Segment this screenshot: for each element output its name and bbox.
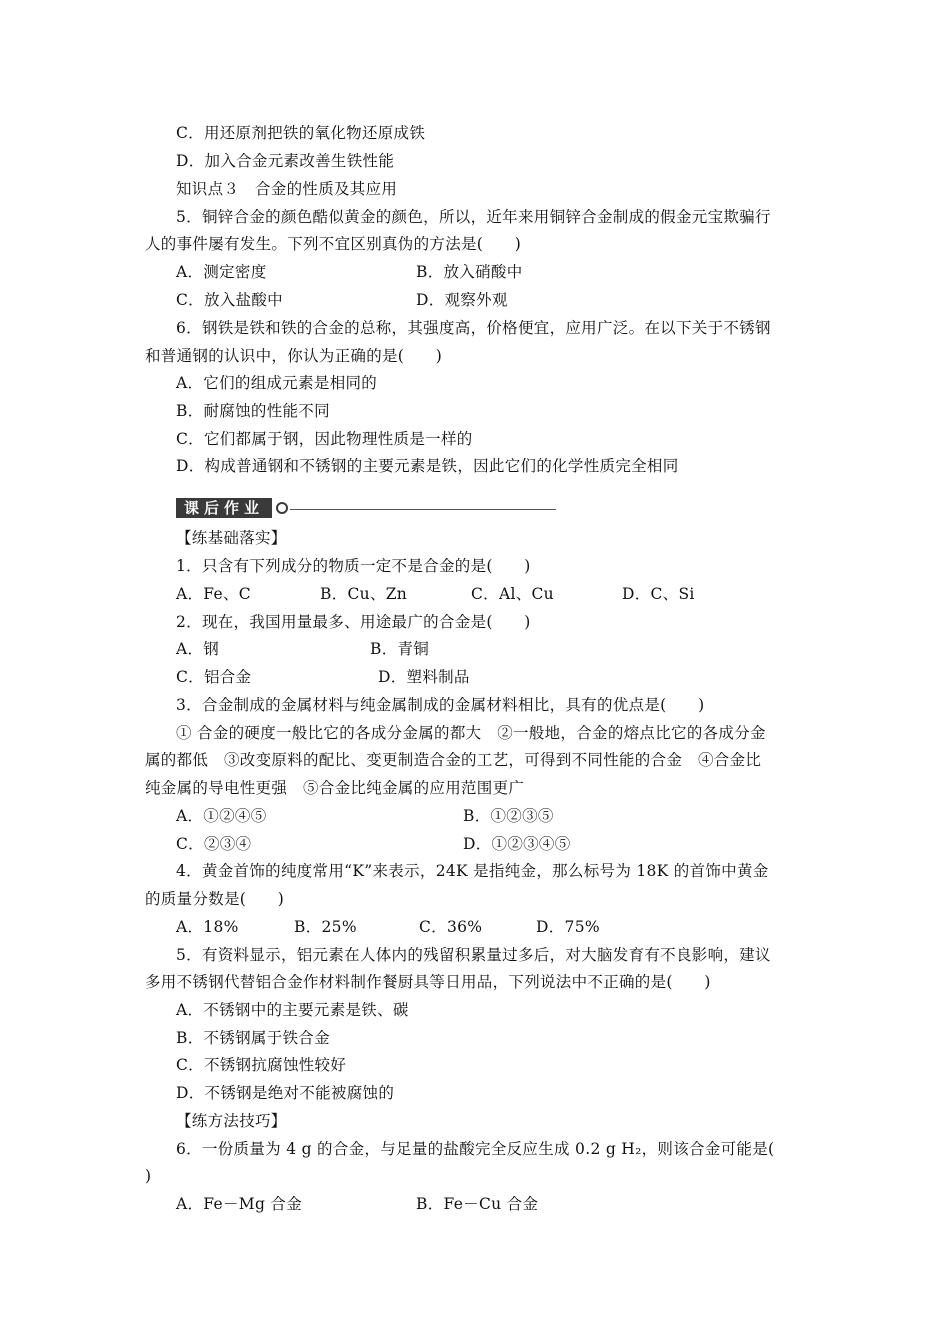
hw1-option-c: C．Al、Cu <box>471 585 554 603</box>
hw5-option-a: A．不锈钢中的主要元素是铁、碳 <box>176 1001 409 1019</box>
hw3-statement-line-2: 属的都低 ③改变原料的配比、变更制造合金的工艺，可得到不同性能的合金 ④合金比 <box>145 751 762 769</box>
hw-question-6-line-2: ) <box>145 1167 152 1185</box>
hw-question-5-line-2: 多用不锈钢代替铝合金作材料制作餐厨具等日用品，下列说法中不正确的是( ) <box>145 973 711 991</box>
q5-option-b: B．放入硝酸中 <box>416 263 523 281</box>
hw1-option-d: D．C、Si <box>622 585 695 603</box>
hw3-option-d: D．①②③④⑤ <box>463 835 571 853</box>
hw2-option-b: B．青铜 <box>370 640 430 658</box>
hw3-option-c: C．②③④ <box>176 835 252 853</box>
question-5-line-1: 5．铜锌合金的颜色酷似黄金的颜色，所以，近年来用铜锌合金制成的假金元宝欺骗行 <box>176 208 771 226</box>
hw4-option-d: D．75% <box>536 918 600 936</box>
option-d: D．加入合金元素改善生铁性能 <box>176 152 395 170</box>
hw6-option-a: A．Fe－Mg 合金 <box>176 1195 302 1213</box>
section-title: 知识点３ 合金的性质及其应用 <box>176 180 398 198</box>
hw5-option-b: B．不锈钢属于铁合金 <box>176 1029 330 1047</box>
hw-question-2: 2．现在，我国用量最多、用途最广的合金是( ) <box>176 613 531 631</box>
hw4-option-a: A．18% <box>176 918 239 936</box>
q6-option-c: C．它们都属于钢，因此物理性质是一样的 <box>176 430 473 448</box>
question-6-line-2: 和普通钢的认识中，你认为正确的是( ) <box>145 347 443 365</box>
subsection-method: 【练方法技巧】 <box>176 1112 287 1130</box>
hw2-option-d: D．塑料制品 <box>378 668 470 686</box>
q6-option-b: B．耐腐蚀的性能不同 <box>176 402 330 420</box>
hw6-option-b: B．Fe－Cu 合金 <box>416 1195 539 1213</box>
hw-question-1: 1．只含有下列成分的物质一定不是合金的是( ) <box>176 557 531 575</box>
q5-option-d: D．观察外观 <box>416 291 508 309</box>
hw1-option-b: B．Cu、Zn <box>320 585 408 603</box>
hw4-option-b: B．25% <box>294 918 357 936</box>
hw-question-6-line-1: 6．一份质量为 4 g 的合金，与足量的盐酸完全反应生成 0.2 g H₂，则该合金可能是( <box>176 1140 775 1158</box>
q5-option-c: C．放入盐酸中 <box>176 291 283 309</box>
divider <box>290 509 556 510</box>
question-5-line-2: 人的事件屡有发生。下列不宜区别真伪的方法是( ) <box>145 235 522 253</box>
hw3-statement-line-1: ① 合金的硬度一般比它的各成分金属的都大 ②一般地，合金的熔点比它的各成分金 <box>176 724 766 742</box>
hw2-option-a: A．钢 <box>176 640 220 658</box>
q6-option-a: A．它们的组成元素是相同的 <box>176 374 378 392</box>
hw3-statement-line-3: 纯金属的导电性更强 ⑤合金比纯金属的应用范围更广 <box>145 779 525 797</box>
bullet-icon <box>276 502 288 514</box>
homework-banner <box>176 498 556 520</box>
hw3-option-b: B．①②③⑤ <box>463 807 554 825</box>
hw4-option-c: C．36% <box>419 918 483 936</box>
q5-option-a: A．测定密度 <box>176 263 267 281</box>
hw3-option-a: A．①②④⑤ <box>176 807 267 825</box>
hw-question-4-line-2: 的质量分数是( ) <box>145 890 285 908</box>
question-6-line-1: 6．钢铁是铁和铁的合金的总称，其强度高，价格便宜，应用广泛。在以下关于不锈钢 <box>176 319 771 337</box>
hw5-option-c: C．不锈钢抗腐蚀性较好 <box>176 1056 347 1074</box>
hw-question-5-line-1: 5．有资料显示，铝元素在人体内的残留积累量过多后，对大脑发育有不良影响，建议 <box>176 946 771 964</box>
hw-question-3: 3．合金制成的金属材料与纯金属制成的金属材料相比，具有的优点是( ) <box>176 696 705 714</box>
hw2-option-c: C．铝合金 <box>176 668 252 686</box>
q6-option-d: D．构成普通钢和不锈钢的主要元素是铁，因此它们的化学性质完全相同 <box>176 457 679 475</box>
option-c: C．用还原剂把铁的氧化物还原成铁 <box>176 124 426 142</box>
banner-label: 课后作业 <box>176 498 272 518</box>
subsection-basic: 【练基础落实】 <box>176 529 287 547</box>
hw-question-4-line-1: 4．黄金首饰的纯度常用“K”来表示，24K 是指纯金，那么标号为 18K 的首饰中黄金 <box>176 862 769 880</box>
hw5-option-d: D．不锈钢是绝对不能被腐蚀的 <box>176 1084 395 1102</box>
hw1-option-a: A．Fe、C <box>176 585 251 603</box>
